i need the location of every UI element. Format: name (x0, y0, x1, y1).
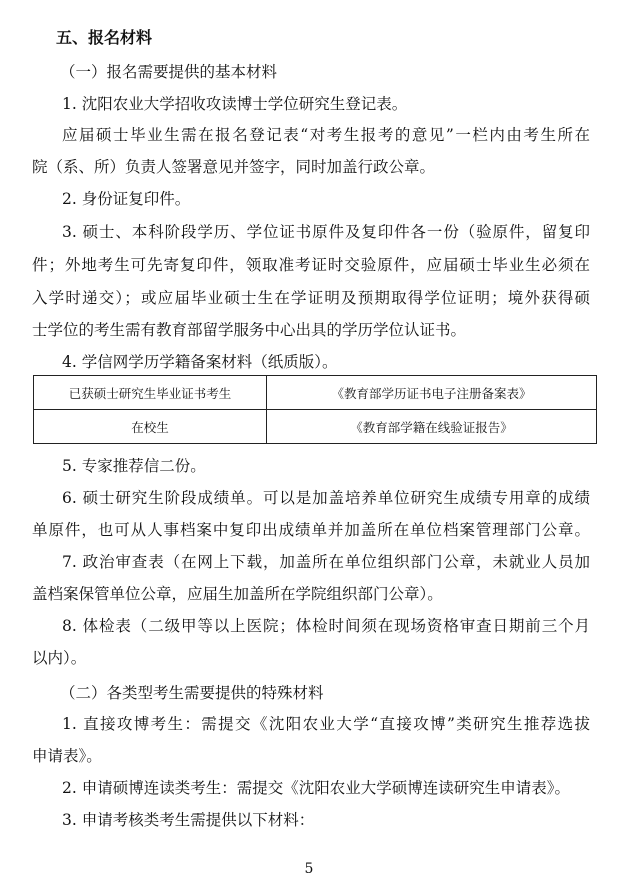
item-7-line-2: 盖档案保管单位公章，应届生加盖所在学院组织部门公章）。 (32, 585, 443, 603)
table-cell-category: 在校生 (34, 410, 267, 444)
item-7-line-1: 7. 政治审查表（在网上下载，加盖所在单位组织部门公章，未就业人员加 (62, 553, 590, 571)
special-2: 2. 申请硕博连读类考生：需提交《沈阳农业大学硕博连读研究生申请表》。 (62, 779, 570, 797)
table-cell-category: 已获硕士研究生毕业证书考生 (34, 376, 267, 410)
item-4: 4. 学信网学历学籍备案材料（纸质版）。 (62, 353, 338, 371)
item-5: 5. 专家推荐信二份。 (62, 457, 206, 475)
table-row (34, 410, 597, 444)
item-2: 2. 身份证复印件。 (62, 190, 191, 208)
special-1-line-1: 1. 直接攻博考生：需提交《沈阳农业大学“直接攻博”类研究生推荐选拔 (62, 715, 590, 733)
archive-materials-table (33, 375, 597, 444)
item-3-line-3: 入学时递交）；或应届毕业硕士生在学证明及预期取得学位证明；境外获得硕 (32, 289, 590, 307)
item-1-note-line-1: 应届硕士毕业生需在报名登记表“对考生报考的意见”一栏内由考生所在 (62, 126, 590, 144)
part1-title: （一）报名需要提供的基本材料 (60, 63, 278, 81)
item-1-note-line-2: 院（系、所）负责人签署意见并签字，同时加盖行政公章。 (32, 158, 436, 176)
item-8-line-2: 以内）。 (32, 649, 87, 667)
special-1-line-2: 申请表》。 (32, 747, 102, 765)
table-cell-material: 《教育部学历证书电子注册备案表》 (267, 376, 597, 410)
item-3-line-2: 件；外地考生可先寄复印件，领取准考证时交验原件，应届硕士毕业生必须在 (32, 256, 590, 274)
section-title: 五、报名材料 (56, 28, 153, 47)
item-6-line-2: 单原件，也可从人事档案中复印出成绩单并加盖所在单位档案管理部门公章。 (32, 521, 590, 539)
table-cell-material: 《教育部学籍在线验证报告》 (267, 410, 597, 444)
part2-title: （二）各类型考生需要提供的特殊材料 (60, 684, 324, 702)
item-1: 1. 沈阳农业大学招收攻读博士学位研究生登记表。 (62, 95, 408, 113)
item-3-line-4: 士学位的考生需有教育部留学服务中心出具的学历学位认证书。 (32, 321, 467, 339)
page-number: 5 (304, 861, 314, 877)
item-3-line-1: 3. 硕士、本科阶段学历、学位证书原件及复印件各一份（验原件，留复印 (62, 223, 590, 241)
special-3: 3. 申请考核类考生需提供以下材料： (62, 811, 315, 829)
table-row (34, 376, 597, 410)
item-6-line-1: 6. 硕士研究生阶段成绩单。可以是加盖培养单位研究生成绩专用章的成绩 (62, 489, 590, 507)
item-8-line-1: 8. 体检表（二级甲等以上医院；体检时间须在现场资格审查日期前三个月 (62, 617, 590, 635)
